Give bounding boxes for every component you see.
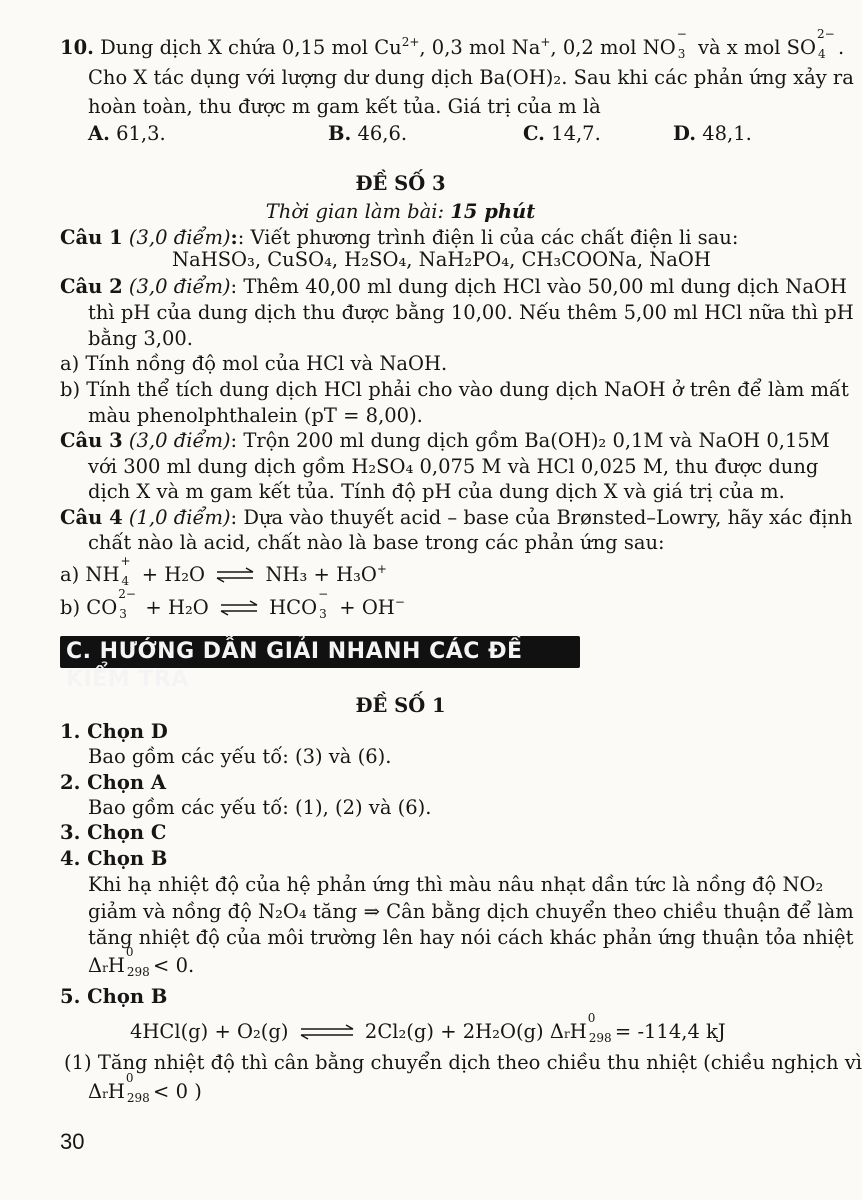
answer-3: 3. Chọn C [60, 821, 167, 844]
q10-option-a: A. 61,3. [88, 122, 166, 145]
section-c-banner [60, 636, 580, 692]
answer-1-text: Bao gồm các yếu tố: (3) và (6). [88, 745, 392, 768]
page-number: 30 [60, 1129, 85, 1154]
answer-5-equation: 4HCl(g) + O₂(g) 2Cl₂(g) + 2H₂O(g) ΔrH 0 298 = -114,4 kJ [130, 1011, 726, 1045]
equilibrium-arrow-icon [215, 567, 255, 583]
answer-5: 5. Chọn B [60, 985, 168, 1008]
equation-b: b) CO 2− 3 + H₂O HCO − 3 + OH− [60, 587, 405, 621]
question-1: Câu 1 (3,0 điểm):: Viết phương trình điện li của các chất điện li sau: [60, 226, 739, 249]
equation-a: a) NH + 4 + H₂O NH₃ + H₃O+ [60, 554, 387, 588]
question-1-list: NaHSO₃, CuSO₄, H₂SO₄, NaH₂PO₄, CH₃COONa, NaOH [172, 248, 711, 271]
question-2-part-a: a) Tính nồng độ mol của HCl và NaOH. [60, 352, 448, 375]
q10-line3: hoàn toàn, thu được m gam kết tủa. Giá trị của m là [88, 95, 601, 118]
answer-4-enthalpy: ΔrH 0 298 < 0. [88, 945, 195, 979]
section-c-title: C. HƯỚNG DẪN GIẢI NHANH CÁC ĐỀ KIỂM TRA [66, 639, 523, 692]
question-4-line2: chất nào là acid, chất nào là base trong các phản ứng sau: [88, 531, 665, 554]
q10-number: 10. [60, 36, 94, 59]
answer-5-line2: ΔrH 0 298 < 0 ) [88, 1071, 202, 1105]
q10-line2: Cho X tác dụng với lượng dư dung dịch Ba(OH)₂. Sau khi các phản ứng xảy ra [88, 66, 854, 89]
q10-line1: 10. Dung dịch X chứa 0,15 mol $Cu^{2+}$, 0,3 mol Na+, 0,2 mol NO − 3 và x mol SO 2− 4 . [60, 27, 845, 61]
question-2-part-b-line2: màu phenolphthalein (pT = 8,00). [88, 404, 423, 427]
question-3-line3: dịch X và m gam kết tủa. Tính độ pH của dung dịch X và giá trị của m. [88, 480, 785, 503]
question-2-line3: bằng 3,00. [88, 327, 193, 350]
equilibrium-arrow-icon [299, 1024, 355, 1040]
answer-4-line1: Khi hạ nhiệt độ của hệ phản ứng thì màu nâu nhạt dần tức là nồng độ NO₂ [88, 873, 824, 896]
answers-exam-1-title: ĐỀ SỐ 1 [355, 694, 446, 717]
answer-4: 4. Chọn B [60, 847, 168, 870]
answer-4-line2: giảm và nồng độ N₂O₄ tăng ⇒ Cân bằng dịch chuyển theo chiều thuận để làm [88, 900, 854, 923]
question-3-line2: với 300 ml dung dịch gồm H₂SO₄ 0,075 M và HCl 0,025 M, thu được dung [88, 455, 819, 478]
equilibrium-arrow-icon [219, 600, 259, 616]
question-3: Câu 3 (3,0 điểm): Trộn 200 ml dung dịch gồm Ba(OH)₂ 0,1M và NaOH 0,15M [60, 429, 830, 452]
answer-2: 2. Chọn A [60, 771, 166, 794]
answer-1: 1. Chọn D [60, 720, 168, 743]
q10-option-c: C. 14,7. [523, 122, 601, 145]
answer-2-text: Bao gồm các yếu tố: (1), (2) và (6). [88, 796, 432, 819]
exam-3-title: ĐỀ SỐ 3 [355, 172, 446, 195]
question-2: Câu 2 (3,0 điểm): Thêm 40,00 ml dung dịch HCl vào 50,00 ml dung dịch NaOH [60, 275, 847, 298]
q10-option-b: B. 46,6. [328, 122, 408, 145]
question-4: Câu 4 (1,0 điểm): Dựa vào thuyết acid – base của Brønsted–Lowry, hãy xác định [60, 506, 853, 529]
question-2-part-b: b) Tính thể tích dung dịch HCl phải cho vào dung dịch NaOH ở trên để làm mất [60, 378, 849, 401]
q10-option-d: D. 48,1. [673, 122, 752, 145]
answer-4-line3: tăng nhiệt độ của môi trường lên hay nói cách khác phản ứng thuận tỏa nhiệt [88, 926, 854, 949]
exam-3-time: Thời gian làm bài: 15 phút [265, 200, 536, 223]
question-2-line2: thì pH của dung dịch thu được bằng 10,00. Nếu thêm 5,00 ml HCl nữa thì pH [88, 301, 854, 324]
answer-5-line1: (1) Tăng nhiệt độ thì cân bằng chuyển dịch theo chiều thu nhiệt (chiều nghịch vì [64, 1051, 862, 1074]
